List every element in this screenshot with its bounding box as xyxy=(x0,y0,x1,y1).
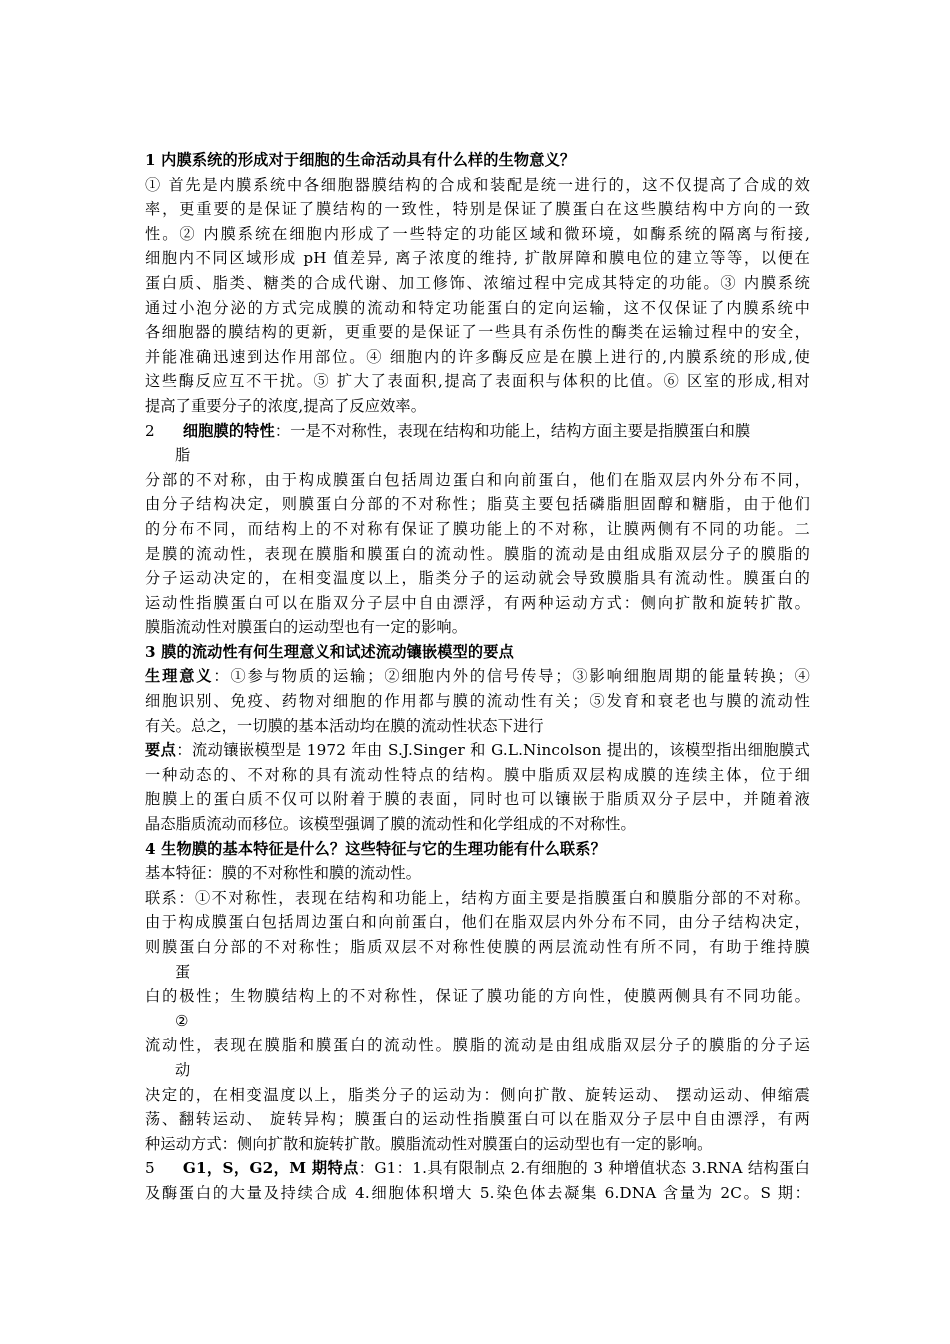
paragraph-line: 由于构成膜蛋白包括周边蛋白和向前蛋白，他们在脂双层内外分布不同，由分子结构决定， xyxy=(145,913,810,932)
paragraph-line: 提高了重要分子的浓度,提高了反应效率。 xyxy=(145,396,427,415)
wrapped-char-line: 脂 xyxy=(175,446,191,465)
question-1-title: 1 内膜系统的形成对于细胞的生命活动具有什么样的生物意义？ xyxy=(145,151,576,169)
paragraph-line: 联系：①不对称性，表现在结构和功能上，结构方面主要是指膜蛋白和膜脂分部的不对称。 xyxy=(145,888,810,907)
key-points-label: 要点 xyxy=(145,741,177,760)
paragraph-line: 白的极性；生物膜结构上的不对称性，保证了膜功能的方向性，使膜两侧具有不同功能。 xyxy=(145,987,810,1006)
paragraph-line: 各细胞器的膜结构的更新，更重要的是保证了一些具有杀伤性的酶类在运输过程中的安全， xyxy=(145,323,810,342)
paragraph-line: 则膜蛋白分部的不对称性；脂质双层不对称性使膜的两层流动性有所不同，有助于维持膜 xyxy=(145,938,810,956)
significance-label: 生理意义 xyxy=(145,667,214,686)
paragraph-line: 蛋白质、脂类、糖类的合成代谢、加工修饰、浓缩过程中完成其特定的功能。③ 内膜系统 xyxy=(145,273,810,292)
paragraph-line: 晶态脂质流动而移位。该模型强调了膜的流动性和化学组成的不对称性。 xyxy=(145,815,636,834)
wrapped-char-line: 动 xyxy=(175,1060,191,1079)
paragraph-line: 有关。总之，一切膜的基本活动均在膜的流动性状态下进行 xyxy=(145,716,544,735)
paragraph-line: 决定的，在相变温度以上，脂类分子的运动为：侧向扩散、旋转运动、 摆动运动、伸缩震 xyxy=(145,1085,810,1104)
paragraph-line: 流动性，表现在膜脂和膜蛋白的流动性。膜脂的流动是由组成脂双层分子的膜脂的分子运 xyxy=(145,1036,810,1055)
paragraph-line: 是膜的流动性，表现在膜脂和膜蛋白的流动性。膜脂的流动是由组成脂双层分子的膜脂的 xyxy=(145,544,810,563)
paragraph-line: 胞膜上的蛋白质不仅可以附着于膜的表面，同时也可以镶嵌于脂质双分子层中，并随着液 xyxy=(145,790,810,809)
wrapped-char-line: ② xyxy=(175,1011,189,1030)
paragraph-line: 种运动方式：侧向扩散和旋转扩散。膜脂流动性对膜蛋白的运动型也有一定的影响。 xyxy=(145,1134,713,1153)
question-5-text: ：G1：1.具有限制点 2.有细胞的 3 种增值状态 3.RNA 结构蛋白 xyxy=(358,1159,810,1178)
paragraph-line: 一种动态的、不对称的具有流动性特点的结构。膜中脂质双层构成膜的连续主体，位于细 xyxy=(145,765,810,784)
paragraph-line: 膜脂流动性对膜蛋白的运动型也有一定的影响。 xyxy=(145,618,468,637)
document-page xyxy=(145,148,810,1206)
question-2-label: 细胞膜的特性 xyxy=(182,421,275,440)
paragraph-line: 分子运动决定的，在相变温度以上，脂类分子的运动就会导致膜脂具有流动性。膜蛋白的 xyxy=(145,569,810,588)
paragraph-line: 分部的不对称，由于构成膜蛋白包括周边蛋白和向前蛋白，他们在脂双层内外分布不同， xyxy=(145,470,810,489)
question-3-title: 3 膜的流动性有何生理意义和试述流动镶嵌模型的要点 xyxy=(145,642,514,661)
question-4-title: 4 生物膜的基本特征是什么？这些特征与它的生理功能有什么联系？ xyxy=(145,839,606,858)
paragraph-line: 并能准确迅速到达作用部位。④ 细胞内的许多酶反应是在膜上进行的,内膜系统的形成,使 xyxy=(145,347,810,366)
paragraph-line: 基本特征：膜的不对称性和膜的流动性。 xyxy=(145,864,422,883)
key-points-text: ：流动镶嵌模型是 1972 年由 S.J.Singer 和 G.L.Nincolson 提出的，该模型指出细胞膜式 xyxy=(176,741,810,760)
paragraph-line: 及酶蛋白的大量及持续合成 4.细胞体积增大 5.染色体去凝集 6.DNA 含量为 2C。S 期： xyxy=(145,1183,810,1202)
significance-first-line xyxy=(145,664,810,689)
question-5-number: 5 xyxy=(145,1159,155,1178)
paragraph-line: 这些酶反应互不干扰。⑤ 扩大了表面积,提高了表面积与体积的比值。⑥ 区室的形成,相对 xyxy=(145,372,810,391)
paragraph-line: ① 首先是内膜系统中各细胞器膜结构的合成和装配是统一进行的，这不仅提高了合成的效 xyxy=(145,175,810,194)
paragraph-line: 的分布不同，而结构上的不对称有保证了膜功能上的不对称，让膜两侧有不同的功能。二 xyxy=(145,519,810,538)
wrapped-char-line: 蛋 xyxy=(175,962,191,981)
paragraph-line: 运动性指膜蛋白可以在脂双分子层中自由漂浮，有两种运动方式：侧向扩散和旋转扩散。 xyxy=(145,593,810,612)
paragraph-line: 荡、翻转运动、 旋转异构；膜蛋白的运动性指膜蛋白可以在脂双分子层中自由漂浮，有两 xyxy=(145,1110,810,1129)
paragraph-line: 细胞识别、免疫、药物对细胞的作用都与膜的流动性有关；⑤发育和衰老也与膜的流动性 xyxy=(145,692,810,711)
paragraph-line: 性。② 内膜系统在细胞内形成了一些特定的功能区域和微环境，如酶系统的隔离与衔接, xyxy=(145,224,810,243)
question-2-text: ：一是不对称性，表现在结构和功能上，结构方面主要是指膜蛋白和膜 xyxy=(274,421,751,440)
question-2-number: 2 xyxy=(145,421,155,440)
question-5-first-line xyxy=(145,1156,810,1181)
significance-text: ：①参与物质的运输；②细胞内外的信号传导；③影响细胞周期的能量转换；④ xyxy=(213,667,810,686)
paragraph-line: 由分子结构决定，则膜蛋白分部的不对称性；脂莫主要包括磷脂胆固醇和糖脂，由于他们 xyxy=(145,495,810,514)
paragraph-line: 率，更重要的是保证了膜结构的一致性，特别是保证了膜蛋白在这些膜结构中方向的一致 xyxy=(145,200,810,219)
paragraph-line: 通过小泡分泌的方式完成膜的流动和特定功能蛋白的定向运输，这不仅保证了内膜系统中 xyxy=(145,298,810,317)
paragraph-line: 细胞内不同区域形成 pH 值差异, 离子浓度的维持, 扩散屏障和膜电位的建立等等，以便在 xyxy=(145,249,810,268)
question-5-label: G1，S，G2，M 期特点 xyxy=(182,1159,359,1178)
question-2-first-line xyxy=(145,419,810,444)
key-points-first-line xyxy=(145,738,810,763)
